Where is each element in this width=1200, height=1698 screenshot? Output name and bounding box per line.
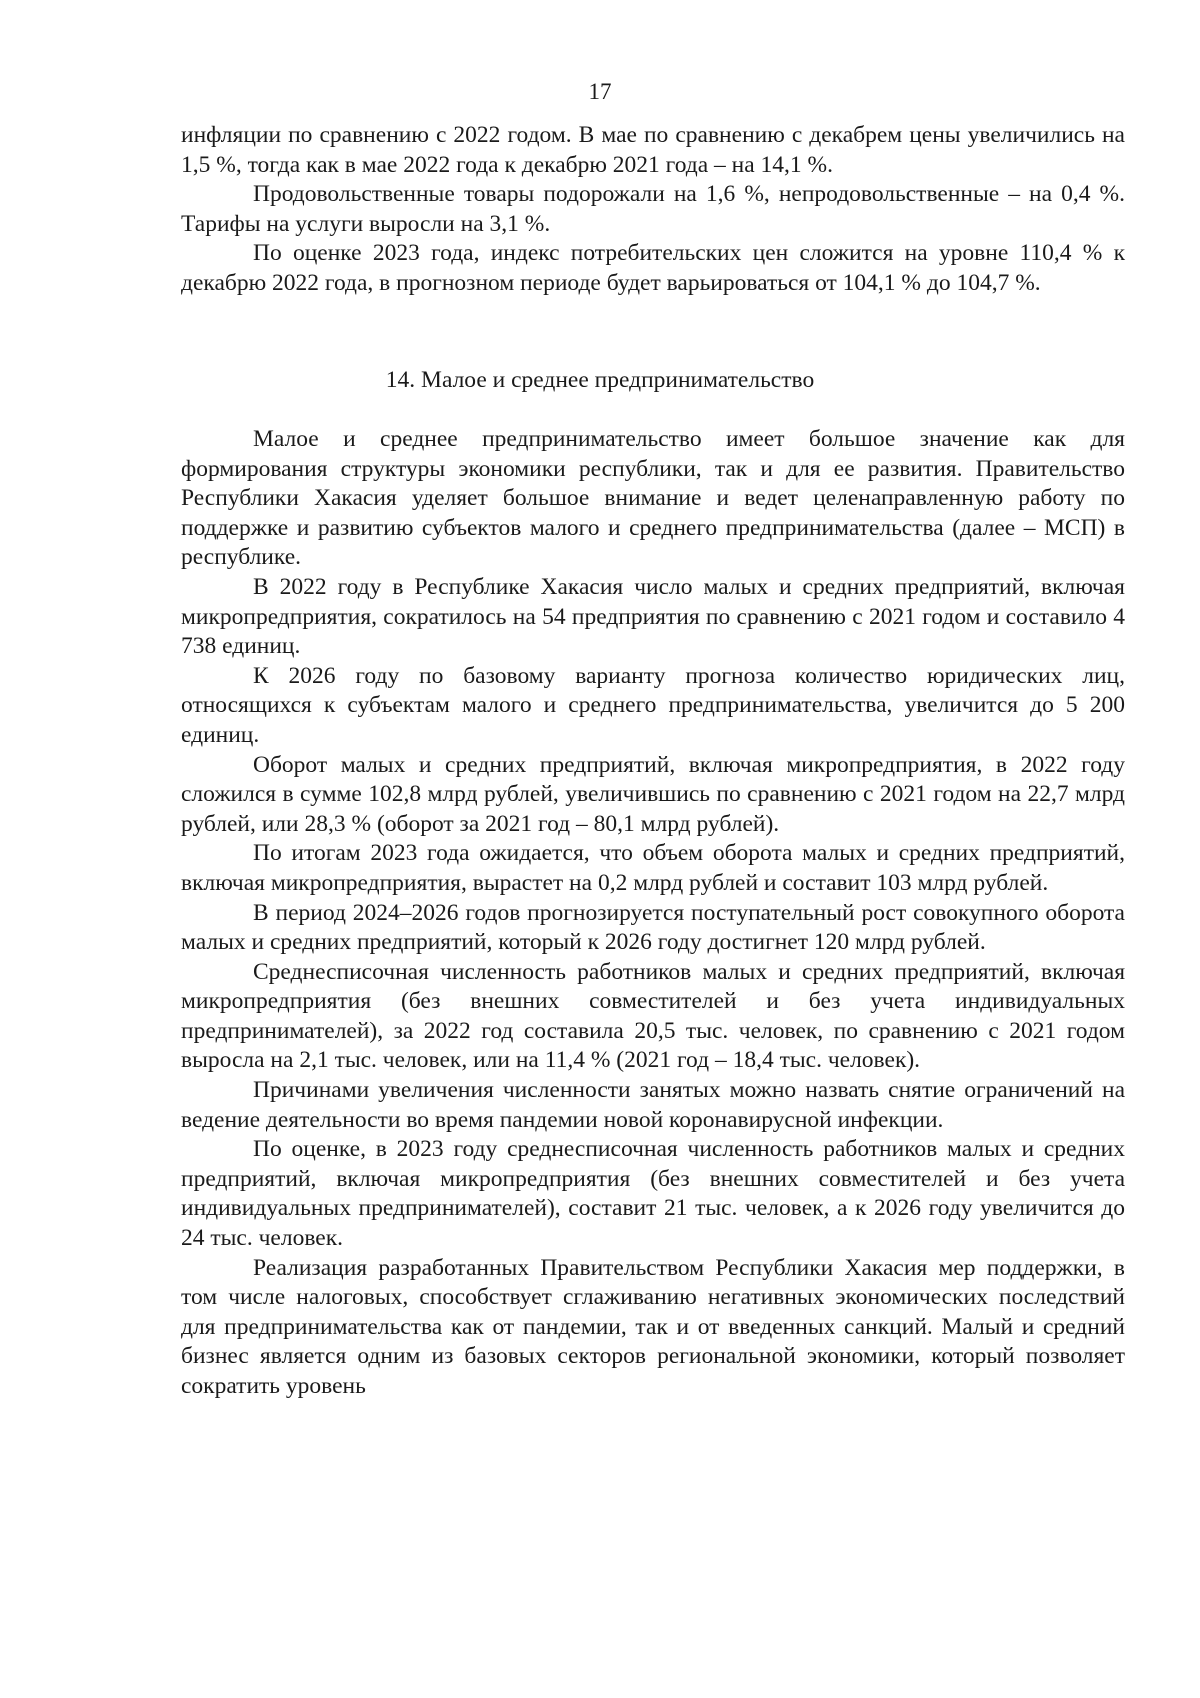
section-paragraph-4: Оборот малых и средних предприятий, включая микропредприятия, в 2022 году сложился в сумме 102,8 млрд рублей, увеличившись по сравнению с 2021 годом на 22,7 млрд рублей, или 28,3 % (оборот за 2021 год – 80,1 млрд рублей).	[181, 751, 1125, 837]
section-paragraph-3: К 2026 году по базовому варианту прогноза количество юридических лиц, относящихся к субъектам малого и среднего предпринимательства, увеличится до 5 200 единиц.	[181, 662, 1125, 748]
section-paragraph-10: Реализация разработанных Правительством Республики Хакасия мер поддержки, в том числе налоговых, способствует сглаживанию негативных экономических последствий для предпринимательства как от пандемии, так и от введенных санкций. Малый и средний бизнес является одним из базовых секторов региональной экономики, который позволяет сократить уровень	[181, 1254, 1125, 1399]
intro-paragraph-3: По оценке 2023 года, индекс потребительских цен сложится на уровне 110,4 % к декабрю 2022 года, в прогнозном периоде будет варьироваться от 104,1 % до 104,7 %.	[181, 240, 1125, 296]
intro-paragraph-1: инфляции по сравнению с 2022 годом. В мае по сравнению с декабрем цены увеличились на 1,5 %, тогда как в мае 2022 года к декабрю 2021 года – на 14,1 %.	[181, 122, 1125, 178]
section-paragraph-7: Среднесписочная численность работников малых и средних предприятий, включая микропредприятия (без внешних совместителей и без учета индивидуальных предпринимателей), за 2022 год составила 20,5 тыс. человек, по сравнению с 2021 годом выросла на 2,1 тыс. человек, или на 11,4 % (2021 год – 18,4 тыс. человек).	[181, 958, 1125, 1074]
page-number: 17	[588, 79, 612, 104]
intro-paragraph-2: Продовольственные товары подорожали на 1,6 %, непродовольственные – на 0,4 %. Тарифы на услуги выросли на 3,1 %.	[181, 181, 1125, 237]
section-paragraph-9: По оценке, в 2023 году среднесписочная численность работников малых и средних предприятий, включая микропредприятия (без внешних совместителей и без учета индивидуальных предпринимателей), составит 21 тыс. человек, а к 2026 году увеличится до 24 тыс. человек.	[181, 1136, 1125, 1252]
section-heading: 14. Малое и среднее предпринимательство	[385, 367, 815, 393]
section-paragraph-5: По итогам 2023 года ожидается, что объем оборота малых и средних предприятий, включая микропредприятия, вырастет на 0,2 млрд рублей и составит 103 млрд рублей.	[181, 840, 1125, 896]
section-paragraph-6: В период 2024–2026 годов прогнозируется поступательный рост совокупного оборота малых и средних предприятий, который к 2026 году достигнет 120 млрд рублей.	[181, 899, 1125, 956]
section-paragraph-1: Малое и среднее предпринимательство имеет большое значение как для формирования структуры экономики республики, так и для ее развития. Правительство Республики Хакасия уделяет большое внимание и ведет целенаправленную работу по поддержке и развитию субъектов малого и среднего предпринимательства (далее – МСП) в республике.	[181, 426, 1125, 571]
section-paragraph-8: Причинами увеличения численности занятых можно назвать снятие ограничений на ведение деятельности во время пандемии новой коронавирусной инфекции.	[181, 1077, 1125, 1133]
section-paragraph-2: В 2022 году в Республике Хакасия число малых и средних предприятий, включая микропредприятия, сократилось на 54 предприятия по сравнению с 2021 годом и составило 4 738 единиц.	[181, 573, 1125, 660]
section-body	[181, 425, 1125, 1402]
intro-text	[181, 121, 1125, 299]
